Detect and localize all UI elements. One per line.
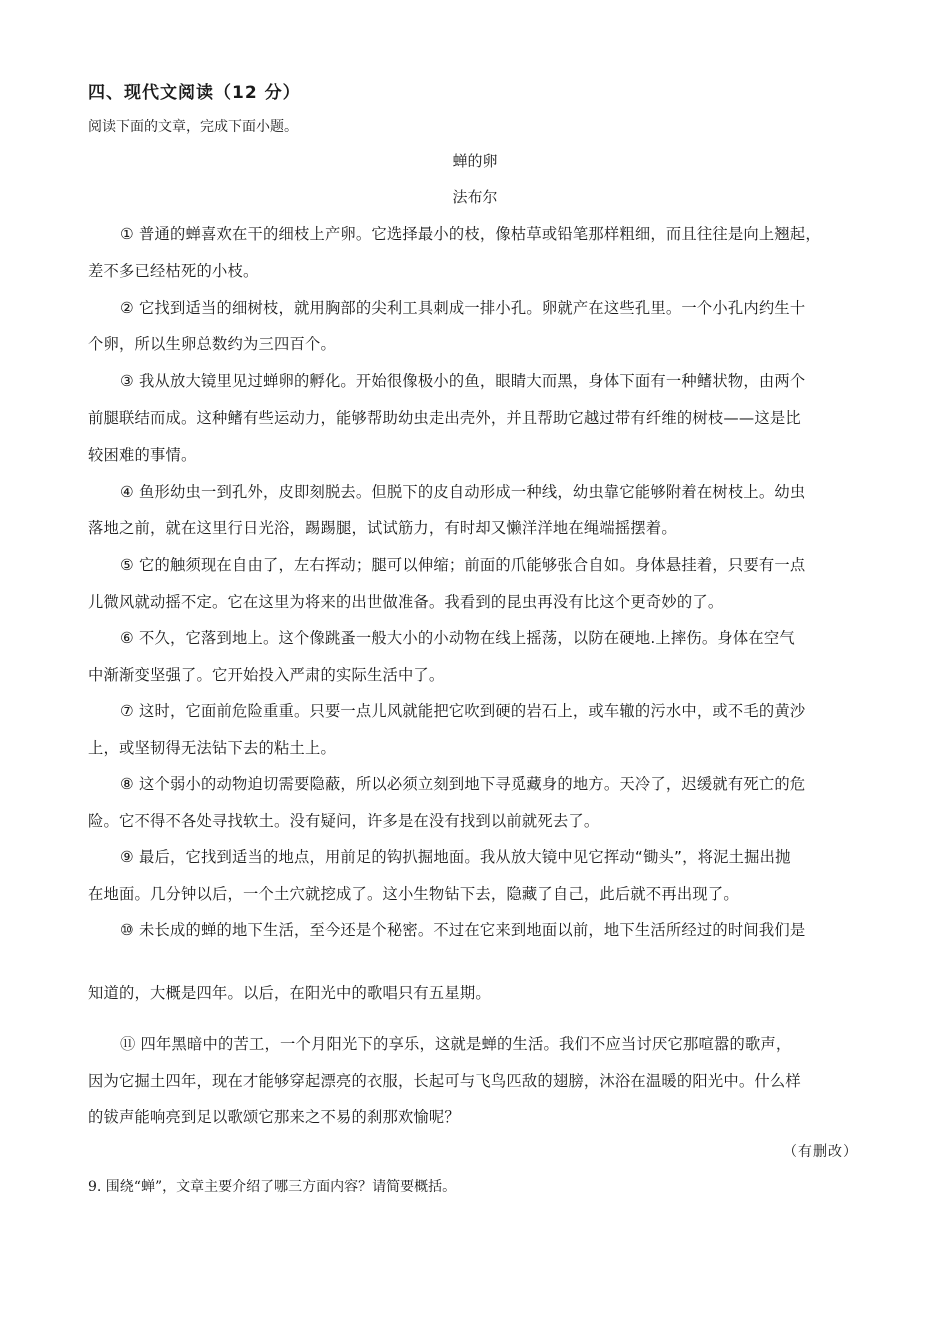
article-line: 中渐渐变坚强了。它开始投入严肃的实际生活中了。 xyxy=(88,666,445,684)
article-line: 险。它不得不各处寻找软土。没有疑问，许多是在没有找到以前就死去了。 xyxy=(88,812,600,830)
article-line: ② 它找到适当的细树枝，就用胸部的尖利工具刺成一排小孔。卵就产在这些孔里。一个小孔内约生十 xyxy=(120,299,806,317)
article-line: ⑪ 四年黑暗中的苦工，一个月阳光下的享乐，这就是蝉的生活。我们不应当讨厌它那喧嚣的歌声， xyxy=(120,1035,792,1053)
article-line: 个卵，所以生卵总数约为三四百个。 xyxy=(88,335,336,353)
article-line: ⑤ 它的触须现在自由了，左右挥动；腿可以伸缩；前面的爪能够张合自如。身体悬挂着，只要有一点 xyxy=(120,556,806,574)
article-line: 前腿联结而成。这种鳍有些运动力，能够帮助幼虫走出壳外，并且帮助它越过带有纤维的树枝——这是比 xyxy=(88,409,801,427)
article-line: ⑩ 未长成的蝉的地下生活，至今还是个秘密。不过在它来到地面以前，地下生活所经过的时间我们是 xyxy=(120,921,806,939)
article-line: ⑥ 不久，它落到地上。这个像跳蚤一般大小的小动物在线上摇荡，以防在硬地.上摔伤。身体在空气 xyxy=(120,629,795,647)
article-author: 法布尔 xyxy=(452,188,498,206)
article-title: 蝉的卵 xyxy=(452,152,498,170)
article-line: 儿微风就动摇不定。它在这里为将来的出世做准备。我看到的昆虫再没有比这个更奇妙的了。 xyxy=(88,593,724,611)
reading-instruction: 阅读下面的文章，完成下面小题。 xyxy=(88,119,298,135)
article-line: 落地之前，就在这里行日光浴，踢踢腿，试试筋力，有时却又懒洋洋地在绳端摇摆着。 xyxy=(88,519,677,537)
article-line: ③ 我从放大镜里见过蝉卵的孵化。开始很像极小的鱼，眼睛大而黑，身体下面有一种鳍状物，由两个 xyxy=(120,372,806,390)
article-line: 的钹声能响亮到足以歌颂它那来之不易的刹那欢愉呢？ xyxy=(88,1108,460,1126)
article-line: ⑧ 这个弱小的动物迫切需要隐蔽，所以必须立刻到地下寻觅藏身的地方。天冷了，迟缓就有死亡的危 xyxy=(120,775,806,793)
article-line: 上，或坚韧得无法钻下去的粘土上。 xyxy=(88,739,336,757)
article-line: 知道的，大概是四年。以后，在阳光中的歌唱只有五星期。 xyxy=(88,984,491,1002)
article-line: 较困难的事情。 xyxy=(88,446,197,464)
article-line: 因为它掘土四年，现在才能够穿起漂亮的衣服，长起可与飞鸟匹敌的翅膀，沐浴在温暖的阳光中。什么样 xyxy=(88,1072,801,1090)
article-line: 在地面。几分钟以后，一个土穴就挖成了。这小生物钻下去，隐藏了自己，此后就不再出现了。 xyxy=(88,885,739,903)
article-line: ① 普通的蝉喜欢在干的细枝上产卵。它选择最小的枝，像枯草或铅笔那样粗细，而且往往是向上翘起， xyxy=(120,225,821,243)
article-line: ⑦ 这时，它面前危险重重。只要一点儿风就能把它吹到硬的岩石上，或车辙的污水中，或不毛的黄沙 xyxy=(120,702,806,720)
article-line: ④ 鱼形幼虫一到孔外，皮即刻脱去。但脱下的皮自动形成一种线，幼虫靠它能够附着在树枝上。幼虫 xyxy=(120,483,806,501)
article-line: ⑨ 最后，它找到适当的地点，用前足的钩扒掘地面。我从放大镜中见它挥动“锄头”，将泥土掘出抛 xyxy=(120,848,791,866)
section-heading: 四、现代文阅读（12 分） xyxy=(88,83,301,103)
source-note: （有删改） xyxy=(783,1144,858,1160)
question-9: 9. 围绕“蝉”，文章主要介绍了哪三方面内容？请简要概括。 xyxy=(88,1179,457,1195)
article-line: 差不多已经枯死的小枝。 xyxy=(88,262,259,280)
